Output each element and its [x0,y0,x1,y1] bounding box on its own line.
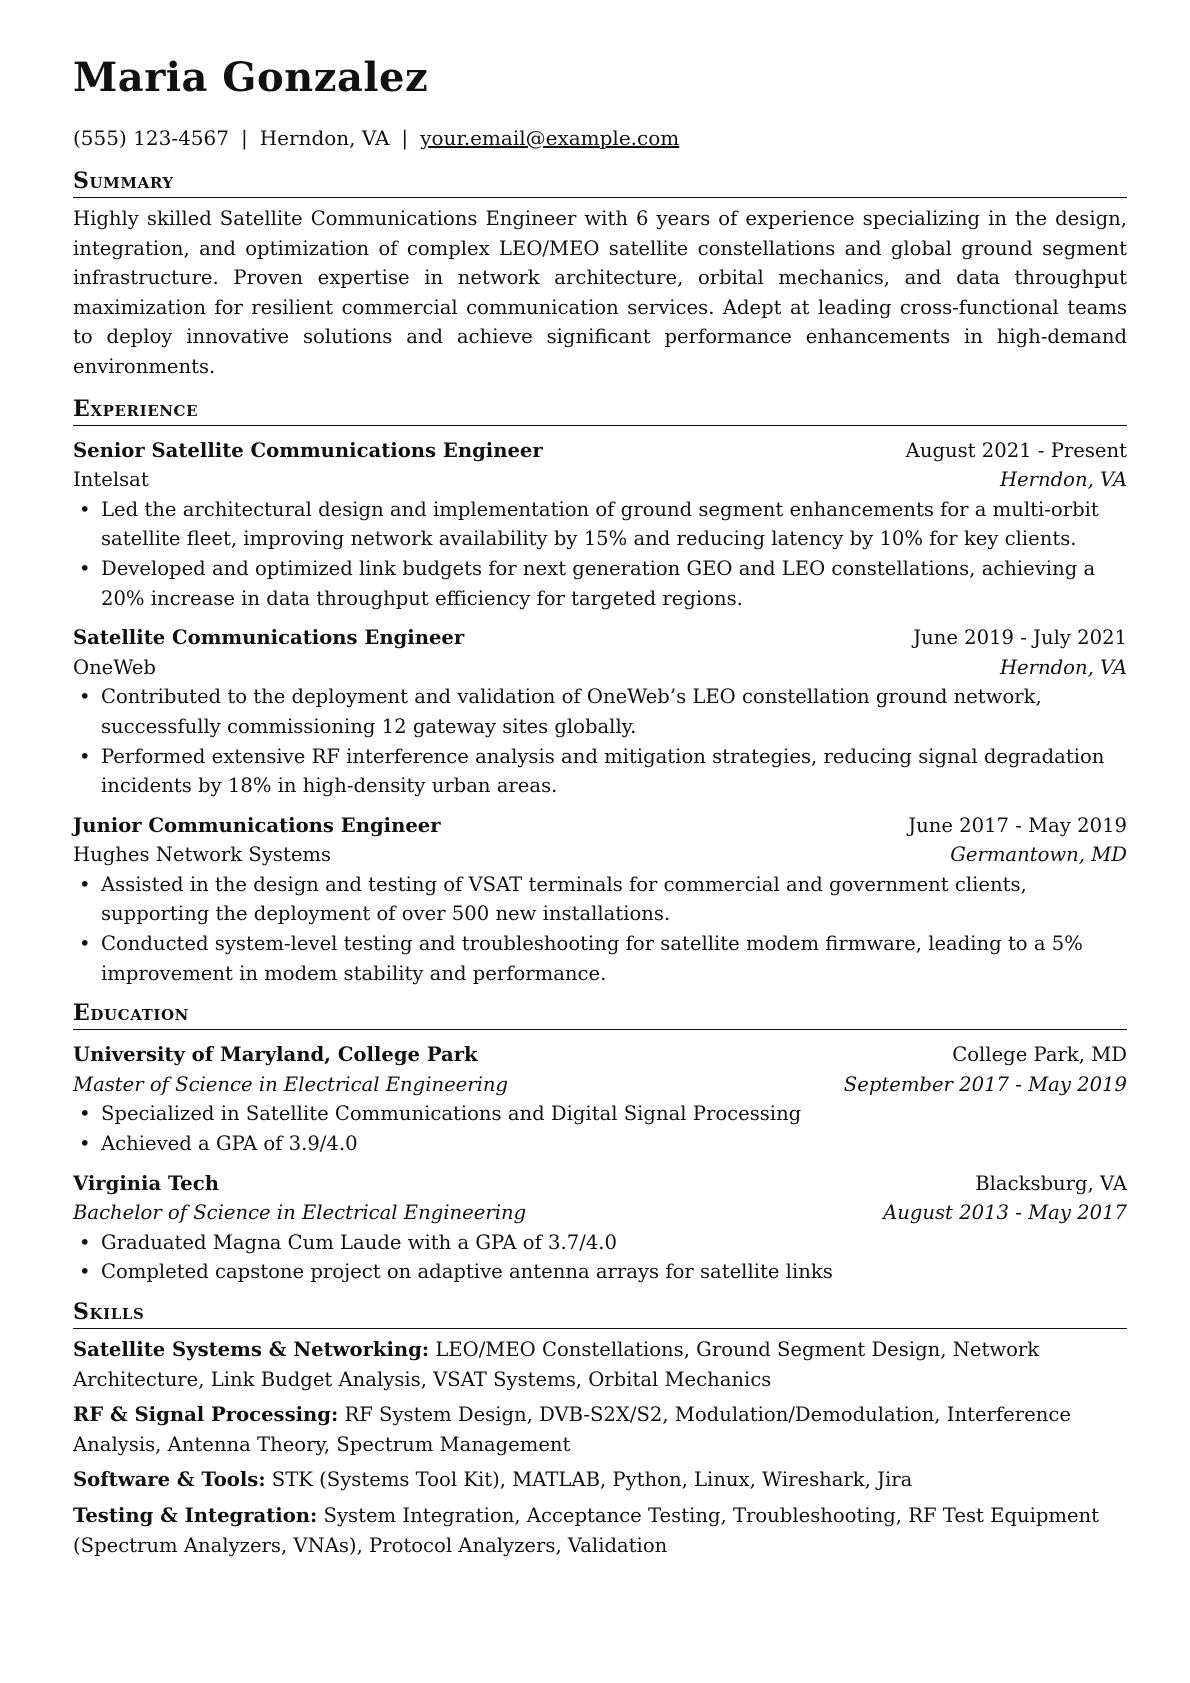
bullet-icon: • [79,1230,91,1254]
education-dates: August 2013 - May 2017 [883,1201,1127,1225]
bullet-item [73,1228,1127,1258]
degree-name: Bachelor of Science in Electrical Engineering [73,1201,527,1225]
job-bullets [73,870,1127,988]
bullet-text: Specialized in Satellite Communications and Digital Signal Processing [101,1102,802,1126]
education-entry [73,1169,1127,1287]
bullet-icon: • [79,932,91,956]
job-bullets [73,682,1127,800]
bullet-icon: • [79,872,91,896]
job-location: Germantown, MD [950,843,1127,867]
job-title: Satellite Communications Engineer [73,626,465,650]
school-location: College Park, MD [952,1043,1127,1067]
job-bullets [73,495,1127,613]
degree-name: Master of Science in Electrical Engineering [73,1072,509,1096]
bullet-item [73,742,1127,801]
location: Herndon, VA [259,126,390,150]
job-dates: June 2019 - July 2021 [913,626,1127,650]
company-name: Intelsat [73,468,149,492]
skill-category: RF & Signal Processing: [73,1403,339,1427]
bullet-text: Conducted system-level testing and troubleshooting for satellite modem firmware, leading to a 5% improvement in modem stability and performance. [101,932,1083,985]
skill-group [73,1335,1127,1394]
section-heading-summary: Summary [73,168,1127,198]
job-title: Senior Satellite Communications Engineer [73,438,543,462]
job-entry [73,811,1127,989]
job-dates: June 2017 - May 2019 [908,813,1127,837]
section-heading-experience: Experience [73,396,1127,426]
bullet-icon: • [79,1102,91,1126]
skill-items: STK (Systems Tool Kit), MATLAB, Python, Linux, Wireshark, Jira [271,1468,913,1492]
candidate-name: Maria Gonzalez [73,54,429,101]
bullet-text: Achieved a GPA of 3.9/4.0 [101,1132,358,1156]
education-dates: September 2017 - May 2019 [843,1072,1127,1096]
job-dates: August 2021 - Present [905,438,1127,462]
bullet-text: Performed extensive RF interference analysis and mitigation strategies, reducing signal degradation incidents by 18% in high-density urban areas. [101,744,1105,798]
experience-section [73,396,1127,989]
bullet-item [73,929,1127,988]
job-entry [73,436,1127,614]
contact-separator: | [401,126,409,150]
bullet-text: Completed capstone project on adaptive antenna arrays for satellite links [101,1260,833,1284]
bullet-text: Developed and optimized link budgets for next generation GEO and LEO constellations, achieving a 20% increase in data throughput efficiency for targeted regions. [101,556,1096,610]
skill-category: Satellite Systems & Networking: [73,1338,430,1361]
company-name: Hughes Network Systems [73,843,332,867]
bullet-icon: • [79,1260,91,1284]
job-title: Junior Communications Engineer [73,813,441,837]
bullet-icon: • [79,1132,91,1156]
bullet-icon: • [79,556,91,580]
job-entry [73,623,1127,801]
bullet-icon: • [79,744,91,768]
bullet-text: Contributed to the deployment and validation of OneWeb’s LEO constellation ground network, successfully commissioning 12 gateway sites globally. [101,685,1042,738]
company-name: OneWeb [73,655,156,679]
school-name: Virginia Tech [73,1171,219,1195]
resume-page [73,54,1127,1560]
summary-text: Highly skilled Satellite Communications Engineer with 6 years of experience specializing in the design, integration, and optimization of complex LEO/MEO satellite constellations and global ground segment infrastructure. Proven expertise in network architecture, orbital mechanics, and data throughput maximization for resilient commercial communication services. Adept at leading cross-functional teams to deploy innovative solutions and achieve significant performance enhancements in high-demand environments. [73,207,1127,378]
job-location: Herndon, VA [999,468,1127,492]
email-link[interactable]: your.email@example.com [420,126,680,150]
bullet-item [73,495,1127,554]
education-section [73,1000,1127,1287]
skill-items: System Integration, Acceptance Testing, Troubleshooting, RF Test Equipment (Spectrum Analyzers, VNAs), Protocol Analyzers, Validation [73,1503,1100,1557]
skill-items: RF System Design, DVB-S2X/S2, Modulation/Demodulation, Interference Analysis, Antenna Theory, Spectrum Management [73,1403,1071,1456]
skill-group [73,1465,1127,1495]
bullet-text: Assisted in the design and testing of VSAT terminals for commercial and government clients, supporting the deployment of over 500 new installations. [101,872,1027,926]
bullet-text: Led the architectural design and implementation of ground segment enhancements for a multi-orbit satellite fleet, improving network availability by 15% and reducing latency by 10% for key clients. [101,497,1099,551]
bullet-item [73,870,1127,929]
bullet-icon: • [79,497,91,521]
skill-category: Testing & Integration: [73,1503,318,1527]
skills-section [73,1299,1127,1560]
bullet-item [73,554,1127,613]
school-location: Blacksburg, VA [975,1171,1127,1195]
skill-group [73,1400,1127,1459]
education-entry [73,1040,1127,1158]
education-bullets [73,1228,1127,1287]
bullet-item [73,682,1127,741]
contact-separator: | [240,126,248,150]
skill-items: LEO/MEO Constellations, Ground Segment Design, Network Architecture, Link Budget Analysis, VSAT Systems, Orbital Mechanics [73,1338,1040,1391]
bullet-item [73,1099,1127,1129]
bullet-text: Graduated Magna Cum Laude with a GPA of 3.7/4.0 [101,1230,617,1254]
section-heading-education: Education [73,1000,1127,1030]
summary-section [73,168,1127,382]
section-heading-skills: Skills [73,1299,1127,1329]
skill-group [73,1501,1127,1560]
school-name: University of Maryland, College Park [73,1043,478,1067]
contact-line [73,126,1127,150]
bullet-item [73,1257,1127,1287]
skill-category: Software & Tools: [73,1468,266,1492]
education-bullets [73,1099,1127,1158]
bullet-icon: • [79,685,91,709]
job-location: Herndon, VA [999,655,1127,679]
phone-number: (555) 123-4567 [73,126,229,150]
bullet-item [73,1129,1127,1159]
